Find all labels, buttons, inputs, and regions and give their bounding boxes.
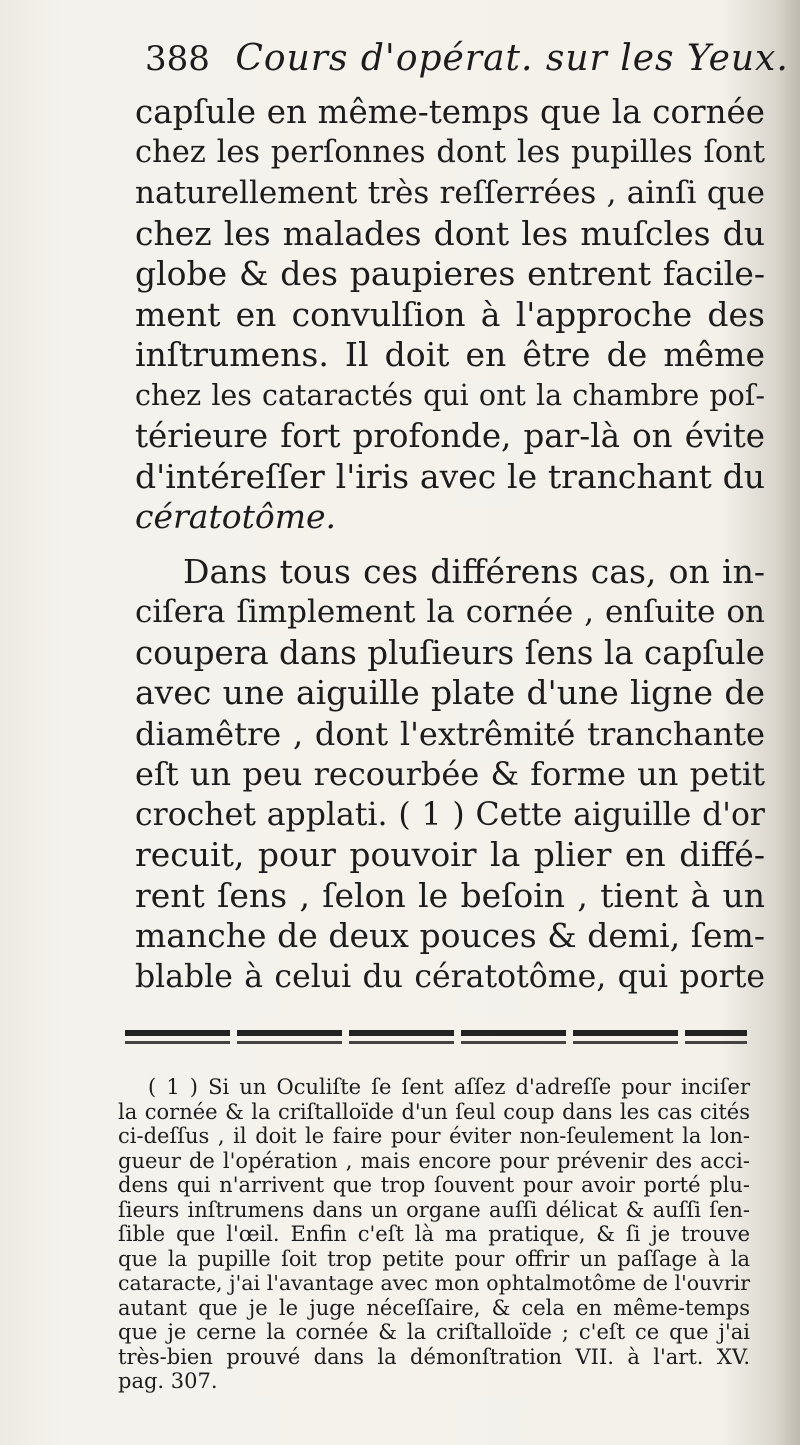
text-line: blable à celui du cératotôme, qui porte (135, 958, 765, 995)
footnote (118, 1075, 750, 1394)
footnote-line: que je cerne la cornée & la criſtalloïde ; c'eſt ce que j'ai (118, 1320, 750, 1344)
footnote-line: autant que je le juge néceſſaire, & cela en même-temps (118, 1295, 750, 1320)
text-line: térieure fort profonde, par-là on évite (135, 417, 765, 455)
footnote-line: ſieurs inſtrumens dans un organe auſſi délicat & auſſi ſen- (118, 1197, 750, 1222)
text-line: Dans tous ces différens cas, on in- (183, 551, 765, 591)
text-line: d'intéreſſer l'iris avec le tranchant du (135, 456, 765, 496)
main-text (135, 92, 765, 997)
text-line: inſtrumens. Il doit en être de même (135, 335, 765, 374)
text-line: eſt un peu recourbée & forme un petit (135, 755, 765, 793)
footnote-line: gueur de l'opération , mais encore pour prévenir des acci- (118, 1148, 750, 1173)
text-line: recuit, pour pouvoir la plier en diffé- (135, 835, 765, 874)
text-line: chez les perſonnes dont les pupilles ſont (135, 134, 765, 170)
text-line: coupera dans pluſieurs ſens la capſule (135, 633, 765, 672)
running-title: Cours d'opérat. sur les Yeux. (235, 38, 789, 79)
footnote-line: ci-deſſus , il doit le faire pour éviter non-ſeulement la lon- (118, 1124, 750, 1148)
footnote-line: très-bien prouvé dans la démonſtration VII. à l'art. XV. (118, 1344, 750, 1369)
page-number: 388 (145, 39, 210, 79)
text-line: chez les cataractés qui ont la chambre poſ- (135, 378, 765, 412)
text-line: diamêtre , dont l'extrêmité tranchante (135, 714, 765, 753)
text-line: capſule en même-temps que la cornée (135, 93, 765, 131)
running-header (145, 38, 789, 98)
footnote-line: ( 1 ) Si un Oculiſte ſe ſent aſſez d'adreſſe pour inciſer (148, 1075, 750, 1099)
text-line: ment en convulſion à l'approche des (135, 294, 765, 334)
footnote-divider (125, 1030, 747, 1036)
text-line: naturellement très reſſerrées , ainſi que (135, 175, 765, 211)
text-line: ciſera ſimplement la cornée , enſuite on (135, 594, 765, 630)
text-line: manche de deux pouces & demi, ſem- (135, 916, 765, 955)
text-line: rent ſens , ſelon le beſoin , tient à un (135, 875, 765, 915)
footnote-line: pag. 307. (118, 1369, 218, 1393)
text-line: crochet applati. ( 1 ) Cette aiguille d'or (135, 796, 765, 833)
text-line: globe & des paupieres entrent facile- (135, 254, 765, 293)
footnote-line: ſible que l'œil. Enfin c'eſt là ma pratique, & ſi je trouve (118, 1222, 750, 1246)
text-line: avec une aiguille plate d'une ligne de (135, 673, 765, 712)
text-line: cératotôme. (135, 497, 337, 536)
footnote-line: cataracte, j'ai l'avantage avec mon ophtalmotôme de l'ouvrir (118, 1271, 750, 1295)
footnote-divider-thin (125, 1041, 747, 1044)
footnote-line: la cornée & la criſtalloïde d'un ſeul coup dans les cas cités (118, 1099, 750, 1124)
footnote-line: que la pupille ſoit trop petite pour offrir un paſſage à la (118, 1246, 750, 1271)
footnote-line: dens qui n'arrivent que trop ſouvent pour avoir porté plu- (118, 1173, 750, 1197)
text-line: chez les malades dont les muſcles du (135, 213, 765, 253)
